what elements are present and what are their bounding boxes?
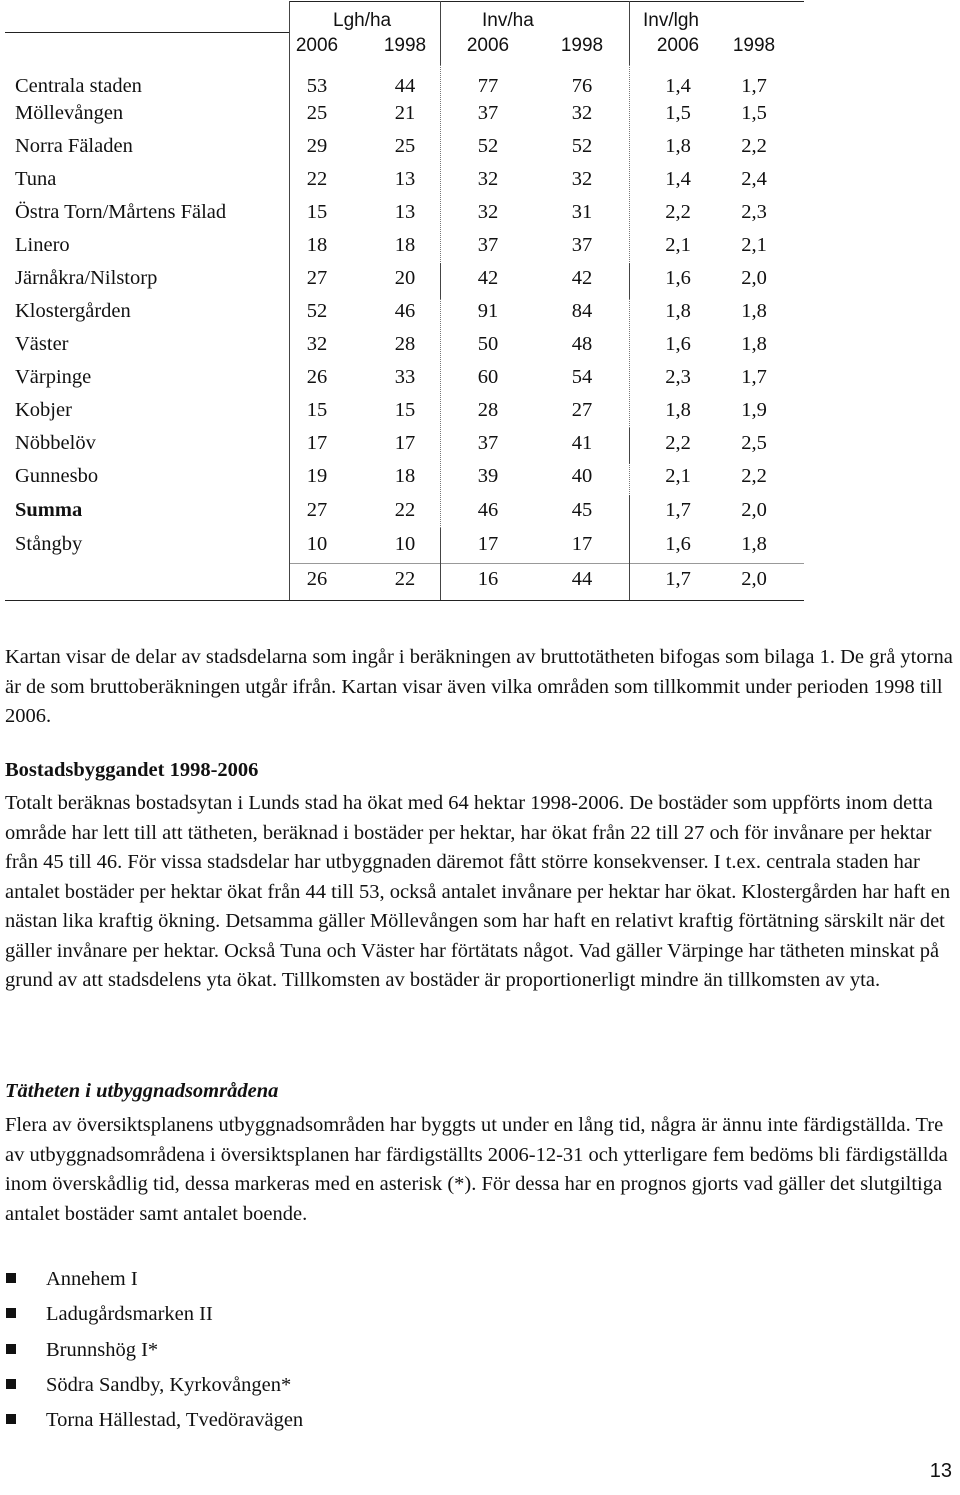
row-label: Centrala staden bbox=[15, 75, 142, 97]
table-cell: 17 bbox=[394, 432, 416, 454]
table-cell: 2,0 bbox=[741, 267, 767, 289]
table-cell: 32 bbox=[571, 168, 593, 190]
table-cell: 21 bbox=[394, 102, 416, 124]
column-divider bbox=[440, 528, 441, 600]
table-cell: 17 bbox=[571, 533, 593, 555]
square-bullet-icon bbox=[6, 1414, 16, 1424]
square-bullet-icon bbox=[6, 1308, 16, 1318]
row-label: Värpinge bbox=[15, 366, 92, 388]
table-cell: 1,7 bbox=[665, 499, 691, 521]
year-header: 1998 bbox=[732, 35, 776, 56]
table-cell: 32 bbox=[477, 201, 499, 223]
table-cell: 15 bbox=[394, 399, 416, 421]
row-label: Norra Fäladen bbox=[15, 135, 133, 157]
table-cell: 22 bbox=[394, 568, 416, 590]
table-cell: 1,8 bbox=[741, 333, 767, 355]
table-cell: 54 bbox=[571, 366, 593, 388]
year-header: 1998 bbox=[383, 35, 427, 56]
list-item-label: Södra Sandby, Kyrkovången* bbox=[46, 1373, 292, 1396]
table-cell: 2,5 bbox=[741, 432, 767, 454]
row-label: Tuna bbox=[15, 168, 57, 190]
row-label: Östra Torn/Mårtens Fälad bbox=[15, 201, 227, 223]
table-cell: 28 bbox=[394, 333, 416, 355]
table-cell: 22 bbox=[394, 499, 416, 521]
table-cell: 53 bbox=[306, 75, 328, 97]
table-cell: 40 bbox=[571, 465, 593, 487]
table-cell: 52 bbox=[571, 135, 593, 157]
table-cell: 25 bbox=[306, 102, 328, 124]
table-cell: 45 bbox=[571, 499, 593, 521]
table-cell: 46 bbox=[394, 300, 416, 322]
row-label: Järnåkra/Nilstorp bbox=[15, 267, 158, 289]
table-cell: 42 bbox=[477, 267, 499, 289]
row-label: Nöbbelöv bbox=[15, 432, 96, 454]
table-cell: 1,6 bbox=[665, 267, 691, 289]
table-cell: 2,2 bbox=[665, 432, 691, 454]
table-cell: 2,2 bbox=[741, 465, 767, 487]
table-cell: 39 bbox=[477, 465, 499, 487]
table-bottom-rule bbox=[5, 600, 804, 601]
table-cell: 1,5 bbox=[741, 102, 767, 124]
table-cell: 16 bbox=[477, 568, 499, 590]
row-label: Summa bbox=[15, 499, 83, 521]
table-cell: 1,8 bbox=[665, 135, 691, 157]
table-cell: 26 bbox=[306, 366, 328, 388]
list-item-label: Annehem I bbox=[46, 1268, 138, 1290]
section-heading-tatheten: Tätheten i utbyggnadsområdena bbox=[5, 1080, 279, 1102]
table-cell: 42 bbox=[571, 267, 593, 289]
table-cell: 18 bbox=[394, 234, 416, 256]
table-cell: 18 bbox=[306, 234, 328, 256]
header-rule-top bbox=[289, 1, 804, 2]
row-label: Kobjer bbox=[15, 399, 72, 421]
year-header: 2006 bbox=[656, 35, 700, 56]
table-cell: 2,3 bbox=[665, 366, 691, 388]
table-cell: 10 bbox=[394, 533, 416, 555]
table-cell: 1,9 bbox=[741, 399, 767, 421]
table-cell: 32 bbox=[477, 168, 499, 190]
column-group-header: Inv/lgh bbox=[643, 10, 699, 31]
table-cell: 32 bbox=[571, 102, 593, 124]
table-cell: 25 bbox=[394, 135, 416, 157]
column-divider bbox=[629, 1, 630, 65]
table-cell: 13 bbox=[394, 201, 416, 223]
row-label: Väster bbox=[15, 333, 69, 355]
table-cell: 1,8 bbox=[741, 533, 767, 555]
list-item bbox=[0, 1405, 303, 1440]
year-header: 2006 bbox=[466, 35, 510, 56]
table-cell: 17 bbox=[477, 533, 499, 555]
table-cell: 31 bbox=[571, 201, 593, 223]
table-cell: 52 bbox=[477, 135, 499, 157]
development-area-list bbox=[0, 1264, 303, 1440]
row-label: Linero bbox=[15, 234, 70, 256]
table-cell: 46 bbox=[477, 499, 499, 521]
list-item bbox=[0, 1264, 303, 1299]
table-cell: 18 bbox=[394, 465, 416, 487]
table-cell: 13 bbox=[394, 168, 416, 190]
list-item bbox=[0, 1299, 303, 1334]
table-cell: 2,2 bbox=[741, 135, 767, 157]
bostadsbyggandet-paragraph: Totalt beräknas bostadsytan i Lunds stad ha ökat med 64 hektar 1998-2006. De bostäder som uppförts inom detta område har lett till att tätheten, beräknad i bostäder per hektar, har ökat från 22 till 27 och för invånare per hektar från 45 till 46. För vissa stadsdelar har utbyggnaden däremot fått större konsekvenser. I t.ex. centrala staden har antalet bostäder per hektar ökat från 44 till 53, också antalet invånare per hektar har ökat. Klostergården har haft en nästan lika kraftig ökning. Detsamma gäller Möllevången som har haft en relativt kraftig förtätning särskilt när det gäller invånare per hektar. Också Tuna och Väster har förtätats något. Vad gäller Värpinge har tätheten minskat på grund av att stadsdelens yta ökat. Tillkomsten av bostäder är proportionerligt mindre än tillkomsten av yta. bbox=[5, 792, 951, 991]
table-cell: 44 bbox=[394, 75, 416, 97]
table-cell: 1,6 bbox=[665, 333, 691, 355]
column-divider bbox=[629, 428, 630, 464]
table-cell: 1,7 bbox=[741, 366, 767, 388]
square-bullet-icon bbox=[6, 1379, 16, 1389]
section-heading-bostadsbyggandet: Bostadsbyggandet 1998-2006 bbox=[5, 759, 259, 781]
table-cell: 91 bbox=[477, 300, 499, 322]
square-bullet-icon bbox=[6, 1273, 16, 1283]
table-cell: 20 bbox=[394, 267, 416, 289]
table-cell: 29 bbox=[306, 135, 328, 157]
list-item-label: Brunnshög I* bbox=[46, 1338, 159, 1361]
column-divider bbox=[629, 263, 630, 299]
square-bullet-icon bbox=[6, 1344, 16, 1354]
table-cell: 10 bbox=[306, 533, 328, 555]
table-cell: 48 bbox=[571, 333, 593, 355]
table-cell: 1,8 bbox=[665, 300, 691, 322]
row-label: Klostergården bbox=[15, 300, 131, 322]
list-item bbox=[0, 1370, 303, 1405]
table-cell: 1,4 bbox=[665, 168, 691, 190]
table-cell: 2,1 bbox=[665, 234, 691, 256]
table-cell: 76 bbox=[571, 75, 593, 97]
table-cell: 37 bbox=[477, 234, 499, 256]
table-cell: 52 bbox=[306, 300, 328, 322]
table-cell: 28 bbox=[477, 399, 499, 421]
row-label: Stångby bbox=[15, 533, 83, 555]
table-cell: 1,8 bbox=[741, 300, 767, 322]
table-cell: 2,0 bbox=[741, 499, 767, 521]
table-cell: 2,2 bbox=[665, 201, 691, 223]
column-group-header: Lgh/ha bbox=[333, 10, 392, 31]
table-cell: 2,1 bbox=[665, 465, 691, 487]
table-cell: 33 bbox=[394, 366, 416, 388]
table-cell: 50 bbox=[477, 333, 499, 355]
density-table bbox=[0, 0, 806, 603]
table-cell: 1,6 bbox=[665, 533, 691, 555]
table-cell: 22 bbox=[306, 168, 328, 190]
list-item-label: Ladugårdsmarken II bbox=[46, 1303, 213, 1326]
table-cell: 19 bbox=[306, 465, 328, 487]
page-number: 13 bbox=[929, 1460, 952, 1482]
table-cell: 77 bbox=[477, 75, 499, 97]
list-item-label: Torna Hällestad, Tvedöravägen bbox=[46, 1409, 304, 1432]
table-cell: 84 bbox=[571, 300, 593, 322]
year-header: 2006 bbox=[295, 35, 339, 56]
table-cell: 2,0 bbox=[741, 568, 767, 590]
row-label: Möllevången bbox=[15, 102, 124, 124]
table-cell: 60 bbox=[477, 366, 499, 388]
table-cell: 37 bbox=[571, 234, 593, 256]
table-cell: 15 bbox=[306, 201, 328, 223]
header-rule-left bbox=[5, 32, 289, 33]
column-divider bbox=[440, 65, 441, 600]
column-divider bbox=[629, 495, 630, 600]
map-note-paragraph: Kartan visar de delar av stadsdelarna som ingår i beräkningen av bruttotätheten bifogas som bilaga 1. De grå ytorna är de som bruttoberäkningen utgår ifrån. Kartan visar även vilka områden som tillkommit under perioden 1998 till 2006. bbox=[5, 646, 953, 727]
table-cell: 2,1 bbox=[741, 234, 767, 256]
table-cell: 15 bbox=[306, 399, 328, 421]
column-divider bbox=[440, 263, 441, 299]
table-cell: 1,5 bbox=[665, 102, 691, 124]
table-cell: 1,8 bbox=[665, 399, 691, 421]
table-cell: 44 bbox=[571, 568, 593, 590]
column-divider bbox=[440, 1, 441, 65]
table-cell: 27 bbox=[571, 399, 593, 421]
table-cell: 37 bbox=[477, 102, 499, 124]
table-cell: 41 bbox=[571, 432, 593, 454]
row-label: Gunnesbo bbox=[15, 465, 99, 487]
table-cell: 26 bbox=[306, 568, 328, 590]
table-cell: 17 bbox=[306, 432, 328, 454]
year-header: 1998 bbox=[560, 35, 604, 56]
table-cell: 1,7 bbox=[665, 568, 691, 590]
table-cell: 1,7 bbox=[741, 75, 767, 97]
table-cell: 27 bbox=[306, 499, 328, 521]
tatheten-paragraph: Flera av översiktsplanens utbyggnadsområden har byggts ut under en lång tid, några är ännu inte färdigställda. Tre av utbyggnadsområdena i översiktsplanen har färdigställts 2006-12-31 och ytterligare fem bedöms bli färdigställda inom överskådlig tid, dessa markeras med en asterisk (*). För dessa har en prognos gjorts vad gäller det slutgiltiga antalet bostäder samt antalet boende. bbox=[5, 1114, 948, 1225]
table-cell: 27 bbox=[306, 267, 328, 289]
table-cell: 32 bbox=[306, 333, 328, 355]
table-cell: 2,3 bbox=[741, 201, 767, 223]
last-row-rule bbox=[289, 563, 804, 564]
list-item bbox=[0, 1335, 303, 1370]
table-cell: 2,4 bbox=[741, 168, 767, 190]
table-cell: 37 bbox=[477, 432, 499, 454]
column-group-header: Inv/ha bbox=[482, 10, 534, 31]
table-cell: 1,4 bbox=[665, 75, 691, 97]
